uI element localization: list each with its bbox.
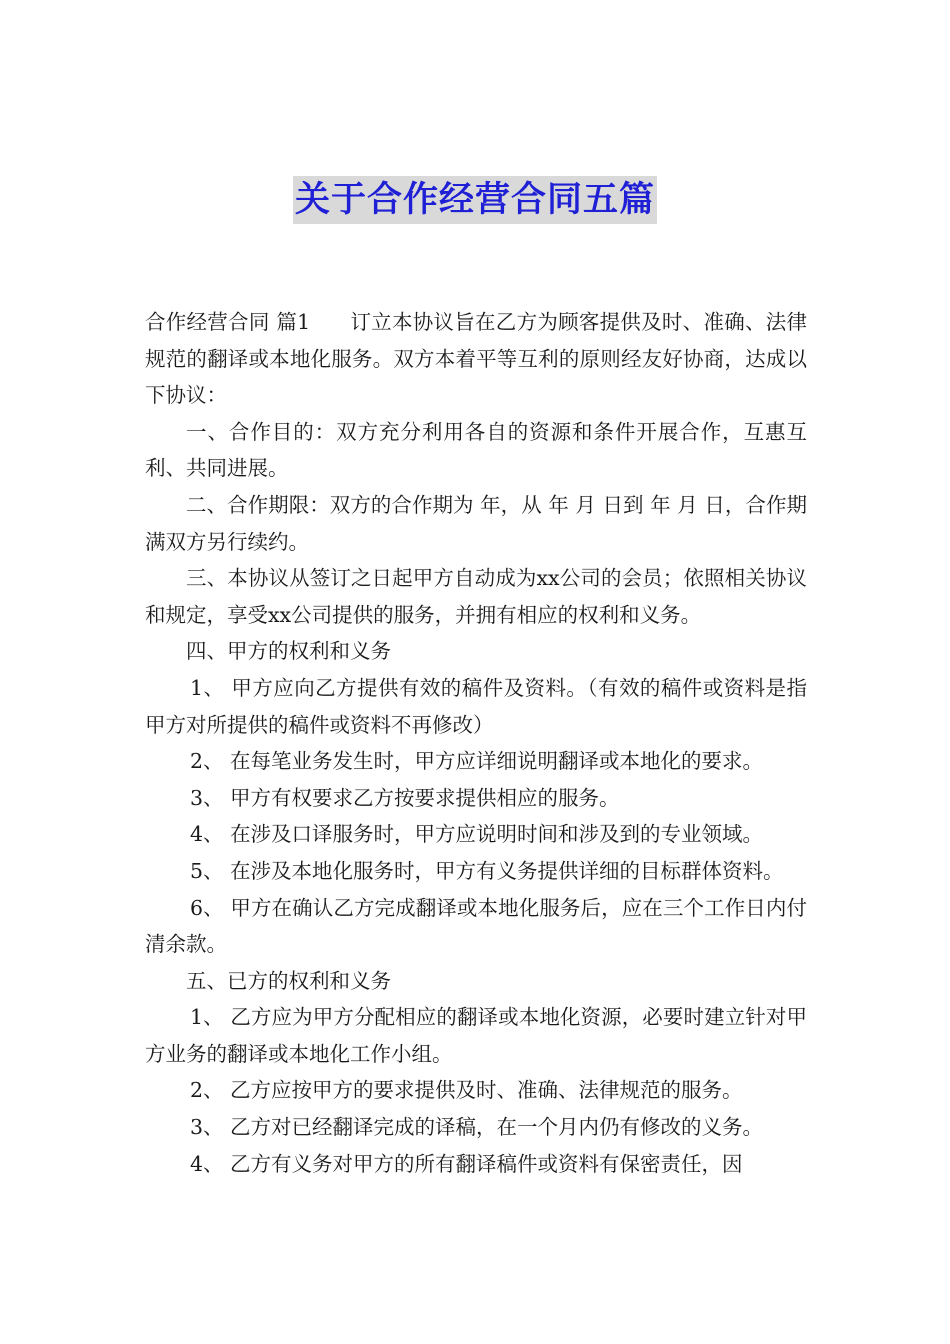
title-container [0, 176, 950, 224]
intro-text: 订立本协议旨在乙方为顾客提供及时、准确、法律规范的翻译或本地化服务。双方本着平等互利的原则经友好协商，达成以下协议： [145, 310, 808, 408]
list-item: 1、 乙方应为甲方分配相应的翻译或本地化资源，必要时建立针对甲方业务的翻译或本地化工作小组。 [145, 1005, 807, 1066]
paragraph-term: 二、合作期限：双方的合作期为 年，从 年 月 日到 年 月 日，合作期满双方另行续约。 [145, 492, 807, 554]
list-item: 3、 乙方对已经翻译完成的译稿，在一个月内仍有修改的义务。 [190, 1115, 764, 1140]
section-heading-party-b: 五、已方的权利和义务 [186, 968, 391, 993]
document-title: 关于合作经营合同五篇 [293, 176, 657, 224]
list-item: 2、 在每笔业务发生时，甲方应详细说明翻译或本地化的要求。 [190, 749, 764, 774]
list-item: 1、 甲方应向乙方提供有效的稿件及资料。（有效的稿件或资料是指甲方对所提供的稿件或资料不再修改） [145, 675, 807, 737]
list-item: 2、 乙方应按甲方的要求提供及时、准确、法律规范的服务。 [190, 1078, 743, 1103]
list-item: 5、 在涉及本地化服务时，甲方有义务提供详细的目标群体资料。 [190, 858, 784, 883]
section-heading: 合作经营合同 篇1 [145, 310, 311, 334]
list-item: 4、 在涉及口译服务时，甲方应说明时间和涉及到的专业领域。 [190, 822, 764, 847]
list-item: 3、 甲方有权要求乙方按要求提供相应的服务。 [190, 785, 620, 810]
document-body [145, 304, 807, 1182]
paragraph-purpose: 一、合作目的：双方充分利用各自的资源和条件开展合作，互惠互利、共同进展。 [145, 419, 807, 481]
intro-paragraph [145, 304, 807, 414]
list-item: 6、 甲方在确认乙方完成翻译或本地化服务后，应在三个工作日内付清余款。 [145, 895, 807, 957]
section-heading-party-a: 四、甲方的权利和义务 [186, 639, 391, 664]
list-item: 4、 乙方有义务对甲方的所有翻译稿件或资料有保密责任，因 [190, 1151, 743, 1176]
paragraph-membership: 三、本协议从签订之日起甲方自动成为xx公司的会员；依照相关协议和规定，享受xx公司提供的服务，并拥有相应的权利和义务。 [145, 566, 807, 627]
